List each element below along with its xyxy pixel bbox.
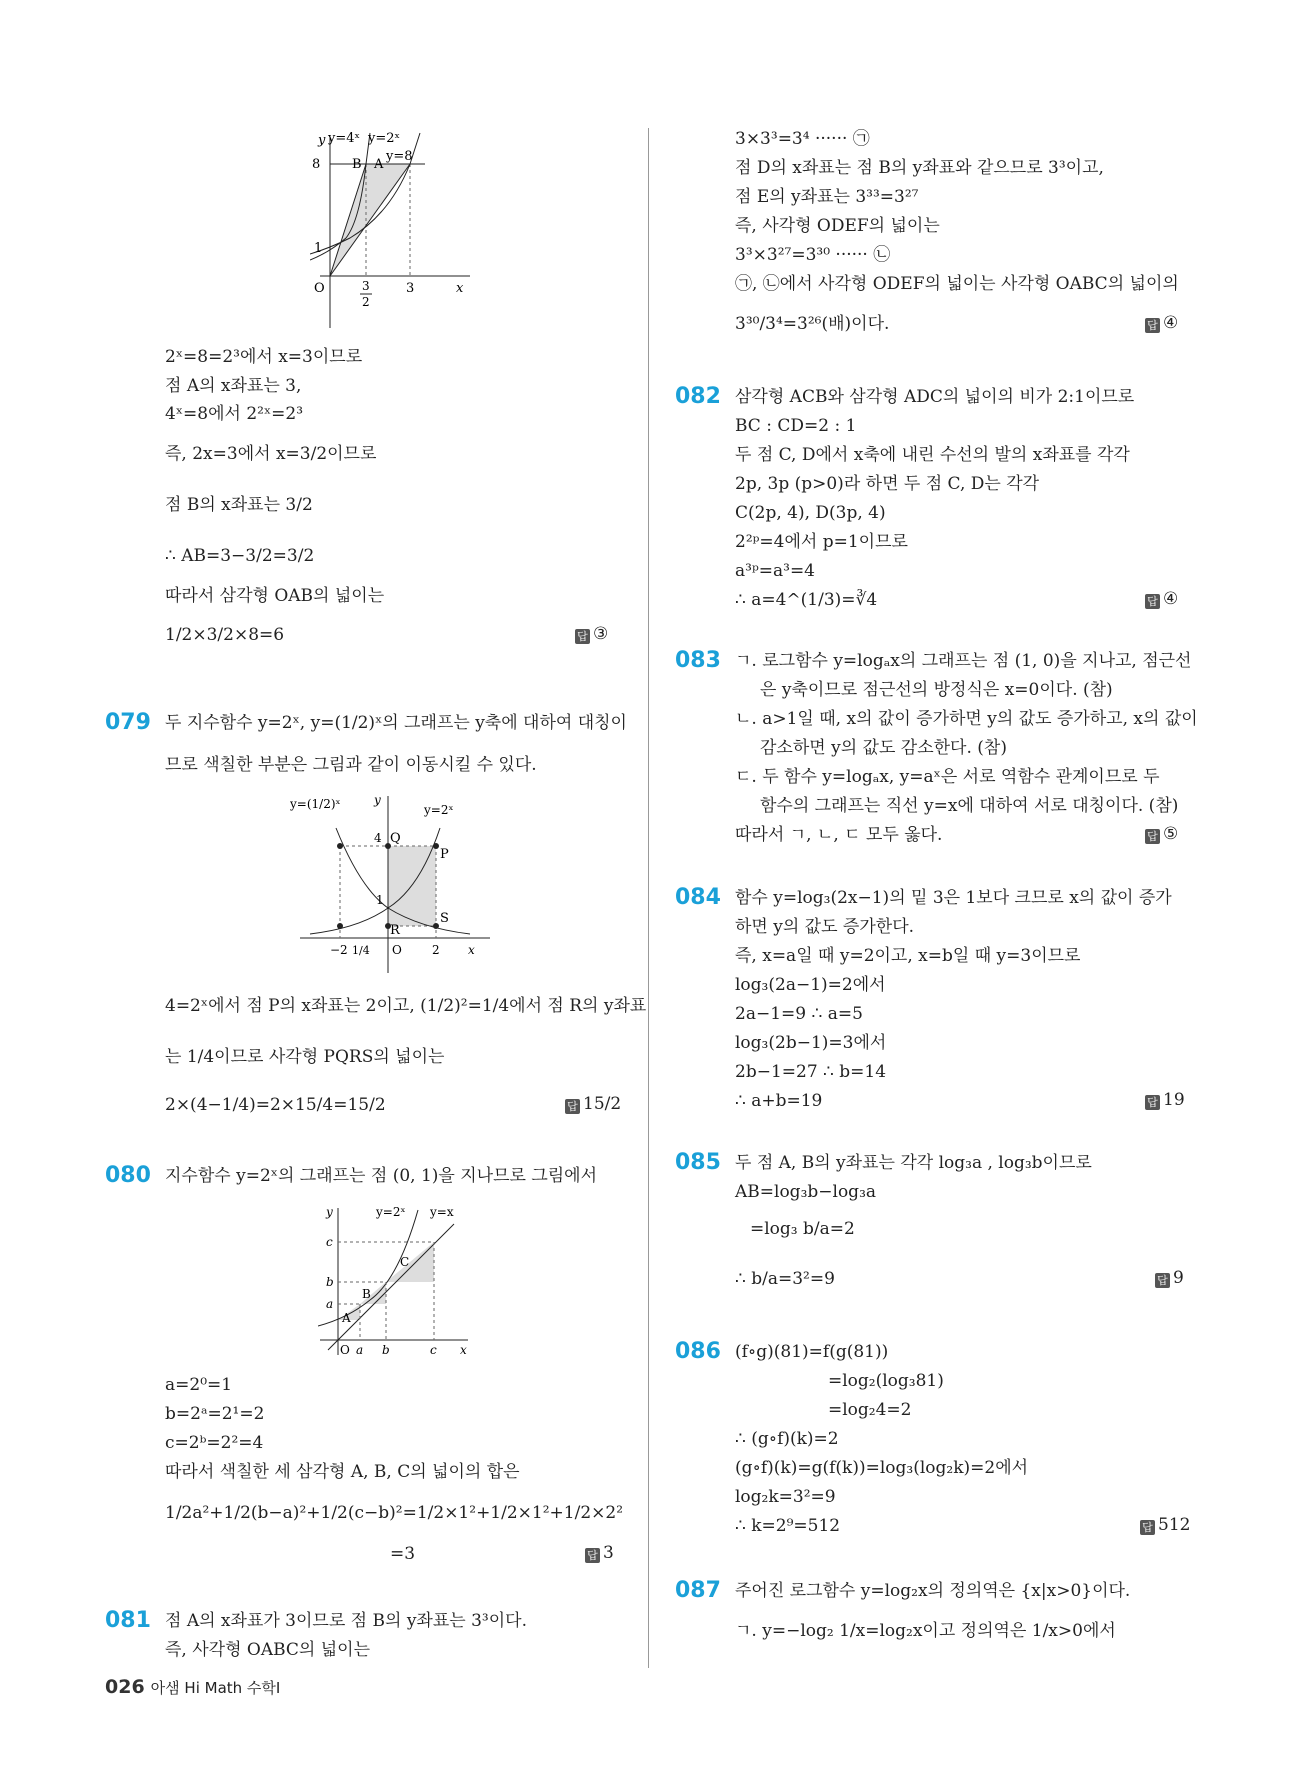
tick-xc: c <box>430 1343 437 1357</box>
problem-number: 086 <box>675 1339 721 1364</box>
problem-number: 084 <box>675 885 721 910</box>
answer-value: 19 <box>1163 1090 1185 1110</box>
x-label: x <box>460 1343 467 1357</box>
text-line: C(2p, 4), D(3p, 4) <box>735 503 886 523</box>
answer-mark: 답 <box>575 629 590 644</box>
tick-quarter: 1/4 <box>352 944 370 957</box>
answer-value: 3 <box>603 1543 614 1563</box>
text-line: ㉠, ㉡에서 사각형 ODEF의 넓이는 사각형 OABC의 넓이의 <box>735 274 1179 294</box>
text-line: 지수함수 y=2ˣ의 그래프는 점 (0, 1)을 지나므로 그림에서 <box>165 1166 598 1186</box>
text-line: 2p, 3p (p>0)라 하면 두 점 C, D는 각각 <box>735 474 1040 494</box>
x-label: x <box>468 943 475 957</box>
text-line: (f∘g)(81)=f(g(81)) <box>735 1342 889 1362</box>
text-line: log₃(2a−1)=2에서 <box>735 975 886 995</box>
text-line: 므로 색칠한 부분은 그림과 같이 이동시킬 수 있다. <box>165 755 537 775</box>
answer-value: ③ <box>593 624 609 644</box>
text-line: 감소하면 y의 값도 감소한다. (참) <box>760 738 1007 758</box>
text-line: 따라서 색칠한 세 삼각형 A, B, C의 넓이의 합은 <box>165 1462 520 1482</box>
text-line: ∴ k=2⁹=512 <box>735 1516 841 1536</box>
text-line: 삼각형 ACB와 삼각형 ADC의 넓이의 비가 2:1이므로 <box>735 387 1135 407</box>
answer-value: ⑤ <box>1163 824 1179 844</box>
tick-m2: −2 <box>330 943 348 957</box>
answer-085 <box>1155 1268 1184 1288</box>
text-line: c=2ᵇ=2²=4 <box>165 1433 264 1453</box>
text-line: 즉, 사각형 OABC의 넓이는 <box>165 1640 371 1660</box>
problem-number: 085 <box>675 1150 721 1175</box>
page-footer <box>105 1676 280 1698</box>
text-line: 주어진 로그함수 y=log₂x의 정의역은 {x|x>0}이다. <box>735 1581 1131 1601</box>
point-dot <box>433 923 439 929</box>
text-line: ∴ AB=3−3/2=3/2 <box>165 546 315 566</box>
point-A: A <box>374 157 384 172</box>
text-line: 는 1/4이므로 사각형 PQRS의 넓이는 <box>165 1047 445 1067</box>
point-dot <box>433 843 439 849</box>
text-line: 3×3³=3⁴ ······ ㉠ <box>735 129 870 149</box>
answer-value: ④ <box>1163 589 1179 609</box>
text-line: 2a−1=9 ∴ a=5 <box>735 1004 863 1024</box>
text-line: 2ˣ=8=2³에서 x=3이므로 <box>165 347 363 367</box>
text-line: 따라서 ㄱ, ㄴ, ㄷ 모두 옳다. <box>735 825 943 845</box>
triangle-C <box>386 1242 434 1282</box>
answer-mark: 답 <box>1145 1095 1160 1110</box>
answer-mark: 답 <box>1155 1273 1170 1288</box>
text-line: 2b−1=27 ∴ b=14 <box>735 1062 887 1082</box>
tick-8: 8 <box>312 157 321 172</box>
text-line: 3³×3²⁷=3³⁰ ······ ㉡ <box>735 245 891 265</box>
text-line: 두 점 A, B의 y좌표는 각각 log₃a , log₃b이므로 <box>735 1153 1092 1173</box>
answer-mark: 답 <box>1145 594 1160 609</box>
label-A: A <box>342 1311 351 1325</box>
point-P: P <box>440 847 449 862</box>
text-line: 하면 y의 값도 증가한다. <box>735 917 915 937</box>
text-line: 따라서 삼각형 OAB의 넓이는 <box>165 586 385 606</box>
text-line: log₂k=3²=9 <box>735 1487 836 1507</box>
answer-079 <box>565 1094 621 1114</box>
text-line: 점 E의 y좌표는 3³³=3²⁷ <box>735 187 919 207</box>
text-line: log₃(2b−1)=3에서 <box>735 1033 887 1053</box>
answer-083 <box>1145 824 1178 844</box>
label-2x: y=2ˣ <box>424 803 454 817</box>
tick-a: a <box>326 1297 334 1311</box>
text-line: 점 A의 x좌표는 3, <box>165 376 302 396</box>
answer-086 <box>1140 1515 1190 1535</box>
tick-3-over-2-num: 3 <box>362 279 370 293</box>
text-line: 즉, 2x=3에서 x=3/2이므로 <box>165 444 377 464</box>
answer-084 <box>1145 1090 1185 1110</box>
text-line: (g∘f)(k)=g(f(k))=log₃(log₂k)=2에서 <box>735 1458 1029 1478</box>
text-line: b=2ᵃ=2¹=2 <box>165 1404 265 1424</box>
label-half-x: y=(1/2)ˣ <box>290 797 341 811</box>
point-R: R <box>390 923 400 938</box>
problem-number: 079 <box>105 710 151 735</box>
y-label: y <box>326 1205 333 1219</box>
text-line: AB=log₃b−log₃a <box>735 1182 877 1202</box>
label-yx: y=x <box>430 1205 454 1219</box>
text-line: BC : CD=2 : 1 <box>735 416 857 436</box>
text-line: 두 점 C, D에서 x축에 내린 수선의 발의 x좌표를 각각 <box>735 445 1130 465</box>
label-2x: y=2ˣ <box>376 1205 406 1219</box>
text-line: =log₂4=2 <box>828 1400 912 1420</box>
text-line: 1/2×3/2×8=6 <box>165 625 285 645</box>
tick-b: b <box>326 1275 334 1289</box>
answer-mark: 답 <box>565 1099 580 1114</box>
problem-number: 080 <box>105 1163 151 1188</box>
answer-value: 512 <box>1158 1515 1191 1535</box>
answer-mark: 답 <box>1145 318 1160 333</box>
text-line: =3 <box>390 1544 416 1564</box>
tick-1: 1 <box>376 893 384 907</box>
column-divider <box>648 128 649 1668</box>
answer-value: 15/2 <box>583 1094 622 1114</box>
tick-xa: a <box>356 1343 364 1357</box>
answer-078 <box>575 624 608 644</box>
tick-xb: b <box>382 1343 390 1357</box>
text-line: 은 y축이므로 점근선의 방정식은 x=0이다. (참) <box>760 680 1113 700</box>
problem-number: 081 <box>105 1608 151 1633</box>
text-line: ∴ b/a=3²=9 <box>735 1269 835 1289</box>
text-line: =log₂(log₃81) <box>828 1371 944 1391</box>
answer-value: 9 <box>1173 1268 1184 1288</box>
answer-mark: 답 <box>1140 1520 1155 1535</box>
text-line: 점 A의 x좌표가 3이므로 점 B의 y좌표는 3³이다. <box>165 1611 527 1631</box>
text-line: ㄱ. 로그함수 y=logₐx의 그래프는 점 (1, 0)을 지나고, 점근선 <box>735 651 1192 671</box>
text-line: ㄴ. a>1일 때, x의 값이 증가하면 y의 값도 증가하고, x의 값이 <box>735 709 1198 729</box>
text-line: =log₃ b/a=2 <box>750 1219 855 1239</box>
tick-2: 2 <box>432 943 440 957</box>
text-line: 점 D의 x좌표는 점 B의 y좌표와 같으므로 3³이고, <box>735 158 1104 178</box>
text-line: ㄷ. 두 함수 y=logₐx, y=aˣ은 서로 역함수 관계이므로 두 <box>735 767 1160 787</box>
point-dot <box>337 843 343 849</box>
text-line: 함수의 그래프는 직선 y=x에 대하여 서로 대칭이다. (참) <box>760 796 1179 816</box>
answer-080 <box>585 1543 614 1563</box>
book-title: 아샘 Hi Math 수학Ⅰ <box>150 1679 281 1697</box>
label-4x: y=4ˣ <box>328 131 361 146</box>
text-line: 2×(4−1/4)=2×15/4=15/2 <box>165 1095 386 1115</box>
text-line: ㄱ. y=−log₂ 1/x=log₂x이고 정의역은 1/x>0에서 <box>735 1621 1116 1641</box>
line-y-x <box>328 1224 454 1350</box>
x-label: x <box>456 281 464 296</box>
tick-3-over-2-den: 2 <box>362 295 370 309</box>
text-line: ∴ (g∘f)(k)=2 <box>735 1429 839 1449</box>
text-line: a=2⁰=1 <box>165 1375 233 1395</box>
text-line: a³ᵖ=a³=4 <box>735 561 816 581</box>
answer-081 <box>1145 313 1178 333</box>
graph-079 <box>290 788 500 978</box>
text-line: 점 B의 x좌표는 3/2 <box>165 495 313 515</box>
text-line: ∴ a=4^(1/3)=∛4 <box>735 590 878 610</box>
text-line: 2²ᵖ=4에서 p=1이므로 <box>735 532 908 552</box>
text-line: 즉, x=a일 때 y=2이고, x=b일 때 y=3이므로 <box>735 946 1081 966</box>
origin: O <box>392 943 402 957</box>
text-line: ∴ a+b=19 <box>735 1091 823 1111</box>
text-line: 1/2a²+1/2(b−a)²+1/2(c−b)²=1/2×1²+1/2×1²+1/2×2² <box>165 1503 624 1523</box>
label-y8: y=8 <box>386 149 413 164</box>
page-number: 026 <box>105 1676 145 1698</box>
tick-1: 1 <box>314 241 323 256</box>
label-C: C <box>400 1255 410 1269</box>
text-line: 4=2ˣ에서 점 P의 x좌표는 2이고, (1/2)²=1/4에서 점 R의 y좌표 <box>165 996 647 1016</box>
text-line: 함수 y=log₃(2x−1)의 밑 3은 1보다 크므로 x의 값이 증가 <box>735 888 1172 908</box>
answer-mark: 답 <box>585 1548 600 1563</box>
tick-3: 3 <box>406 281 415 296</box>
tick-c: c <box>326 1235 333 1249</box>
problem-number: 083 <box>675 648 721 673</box>
point-B: B <box>352 157 362 172</box>
tick-4: 4 <box>374 831 382 845</box>
point-dot <box>337 923 343 929</box>
point-Q: Q <box>390 831 401 846</box>
answer-082 <box>1145 589 1178 609</box>
point-S: S <box>440 911 449 926</box>
text-line: 3³⁰/3⁴=3²⁶(배)이다. <box>735 314 890 334</box>
y-label: y <box>374 793 381 807</box>
answer-value: ④ <box>1163 313 1179 333</box>
answer-mark: 답 <box>1145 829 1160 844</box>
problem-number: 082 <box>675 384 721 409</box>
label-B: B <box>362 1287 371 1301</box>
y-label: y <box>318 133 326 148</box>
origin: O <box>314 281 325 296</box>
label-2x: y=2ˣ <box>368 131 401 146</box>
text-line: 두 지수함수 y=2ˣ, y=(1/2)ˣ의 그래프는 y축에 대하여 대칭이 <box>165 713 627 733</box>
origin: O <box>340 1343 350 1357</box>
graph-078 <box>310 128 490 338</box>
text-line: 4ˣ=8에서 2²ˣ=2³ <box>165 404 304 424</box>
graph-080 <box>318 1200 478 1360</box>
text-line: 즉, 사각형 ODEF의 넓이는 <box>735 216 940 236</box>
problem-number: 087 <box>675 1578 721 1603</box>
